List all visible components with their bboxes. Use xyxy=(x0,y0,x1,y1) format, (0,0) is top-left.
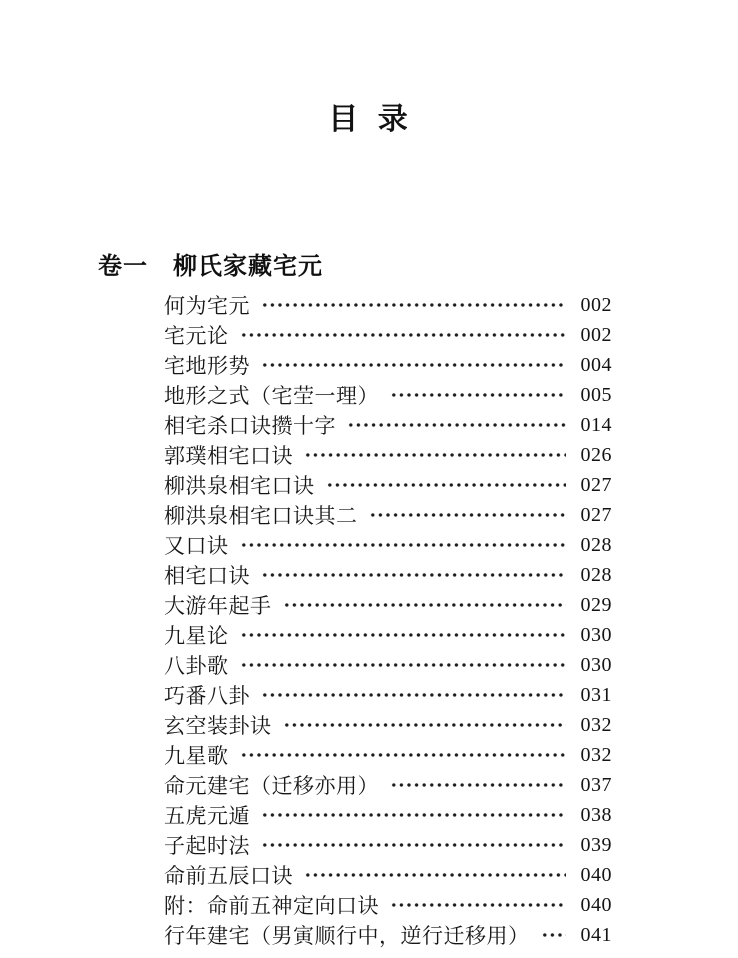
toc-entry xyxy=(164,470,612,500)
toc-entry xyxy=(164,740,612,770)
toc-entry xyxy=(164,410,612,440)
dot-leader xyxy=(304,860,566,890)
toc-entry-title: 何为宅元 xyxy=(164,294,250,318)
toc-entry-title: 巧番八卦 xyxy=(164,684,250,708)
section-label: 卷一 xyxy=(98,254,148,280)
toc-entry-title: 柳洪泉相宅口诀其二 xyxy=(164,504,358,528)
toc-entry-page: 027 xyxy=(580,503,612,526)
toc-entry xyxy=(164,500,612,530)
dot-leader xyxy=(304,440,566,470)
toc-entry-title: 八卦歌 xyxy=(164,654,229,678)
toc-entry-page: 002 xyxy=(580,293,612,316)
toc-entry-title: 行年建宅（男寅顺行中，逆行迁移用） xyxy=(164,924,530,948)
toc-entry-page: 031 xyxy=(580,683,612,706)
toc-entry-title: 相宅杀口诀攒十字 xyxy=(164,414,336,438)
toc-entry xyxy=(164,710,612,740)
dot-leader xyxy=(261,560,566,590)
toc-entry-title: 命元建宅（迁移亦用） xyxy=(164,774,379,798)
dot-leader xyxy=(283,590,567,620)
toc-entry xyxy=(164,650,612,680)
toc-entry-page: 026 xyxy=(580,443,612,466)
toc-entry xyxy=(164,830,612,860)
toc-entry-page: 002 xyxy=(580,323,612,346)
dot-leader xyxy=(261,350,566,380)
page-title: 目 录 xyxy=(328,103,410,136)
toc-entry-title: 五虎元遁 xyxy=(164,804,250,828)
toc-entry-page: 032 xyxy=(580,713,612,736)
section-title: 柳氏家藏宅元 xyxy=(173,254,323,280)
dot-leader xyxy=(283,710,567,740)
dot-leader xyxy=(369,500,567,530)
toc-entry xyxy=(164,320,612,350)
toc-entry-title: 相宅口诀 xyxy=(164,564,250,588)
toc-entry xyxy=(164,560,612,590)
toc-list xyxy=(164,290,612,950)
toc-entry-title: 大游年起手 xyxy=(164,594,272,618)
toc-entry-page: 028 xyxy=(580,533,612,556)
toc-entry-page: 027 xyxy=(580,473,612,496)
toc-entry-page: 029 xyxy=(580,593,612,616)
toc-entry xyxy=(164,680,612,710)
toc-entry-title: 九星论 xyxy=(164,624,229,648)
toc-entry xyxy=(164,290,612,320)
toc-entry-title: 九星歌 xyxy=(164,744,229,768)
dot-leader xyxy=(240,650,567,680)
dot-leader xyxy=(261,680,566,710)
toc-entry-title: 宅地形势 xyxy=(164,354,250,378)
toc-entry xyxy=(164,590,612,620)
dot-leader xyxy=(347,410,566,440)
dot-leader xyxy=(240,620,567,650)
toc-entry xyxy=(164,380,612,410)
dot-leader xyxy=(261,290,566,320)
toc-entry-page: 028 xyxy=(580,563,612,586)
toc-entry-page: 040 xyxy=(580,863,612,886)
toc-entry-page: 032 xyxy=(580,743,612,766)
dot-leader xyxy=(390,890,566,920)
toc-entry-title: 郭璞相宅口诀 xyxy=(164,444,293,468)
toc-entry-page: 014 xyxy=(580,413,612,436)
toc-entry-page: 041 xyxy=(580,923,612,946)
toc-entry xyxy=(164,530,612,560)
toc-entry xyxy=(164,860,612,890)
dot-leader xyxy=(240,320,567,350)
toc-entry-title: 宅元论 xyxy=(164,324,229,348)
toc-entry xyxy=(164,920,612,950)
toc-entry-page: 030 xyxy=(580,653,612,676)
toc-entry xyxy=(164,350,612,380)
toc-entry-page: 030 xyxy=(580,623,612,646)
toc-entry-title: 地形之式（宅茔一理） xyxy=(164,384,379,408)
dot-leader xyxy=(390,770,566,800)
toc-entry-title: 子起时法 xyxy=(164,834,250,858)
toc-entry-page: 040 xyxy=(580,893,612,916)
toc-entry-title: 命前五辰口诀 xyxy=(164,864,293,888)
toc-entry xyxy=(164,620,612,650)
dot-leader xyxy=(240,530,567,560)
dot-leader xyxy=(261,800,566,830)
toc-entry-page: 037 xyxy=(580,773,612,796)
toc-entry-title: 玄空装卦诀 xyxy=(164,714,272,738)
toc-entry-title: 附：命前五神定向口诀 xyxy=(164,894,379,918)
toc-entry-title: 柳洪泉相宅口诀 xyxy=(164,474,315,498)
section-heading xyxy=(98,252,738,282)
toc-entry xyxy=(164,890,612,920)
toc-entry xyxy=(164,800,612,830)
toc-entry-page: 005 xyxy=(580,383,612,406)
dot-leader xyxy=(390,380,566,410)
toc-entry xyxy=(164,440,612,470)
dot-leader xyxy=(541,920,567,950)
dot-leader xyxy=(240,740,567,770)
toc-entry-title: 又口诀 xyxy=(164,534,229,558)
toc-entry-page: 039 xyxy=(580,833,612,856)
dot-leader xyxy=(261,830,566,860)
dot-leader xyxy=(326,470,567,500)
toc-entry xyxy=(164,770,612,800)
toc-entry-page: 004 xyxy=(580,353,612,376)
toc-entry-page: 038 xyxy=(580,803,612,826)
